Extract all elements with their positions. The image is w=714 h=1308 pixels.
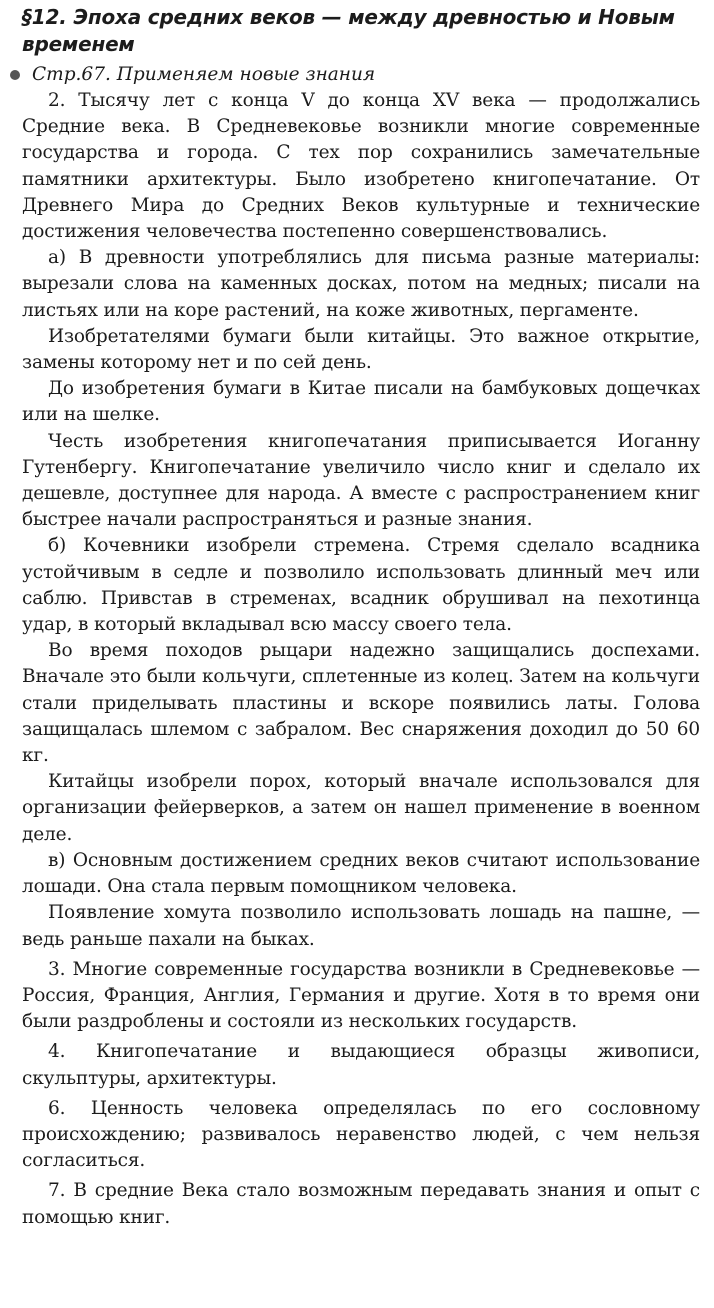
subtitle-text: Стр.67. Применяем новые знания xyxy=(32,64,376,85)
exercise-subtitle xyxy=(10,62,700,88)
answer-paragraph: 3. Многие современные государства возникли в Средневековье — Россия, Франция, Англия, Германия и другие. Хотя в то время они были раздроблены и состояли из нескольких государств. xyxy=(22,958,700,1033)
section-title: §12. Эпоха средних веков — между древностью и Новым временем xyxy=(22,5,675,56)
answer-paragraph: 4. Книгопечатание и выдающиеся образцы живописи, скульптуры, архитектуры. xyxy=(22,1041,700,1089)
answer-paragraph: До изобретения бумаги в Китае писали на бамбуковых дощечках или на шелке. xyxy=(22,378,700,426)
answer-paragraph: а) В древности употреблялись для письма разные материалы: вырезали слова на каменных досках, потом на медных; писали на листьях или на коре растений, на коже животных, пергаменте. xyxy=(22,247,700,321)
answer-paragraph: 6. Ценность человека определялась по его сословному происхождению; развивалось неравенство людей, с чем нельзя согласиться. xyxy=(22,1097,700,1172)
answer-paragraph: б) Кочевники изобрели стремена. Стремя сделало всадника устойчивым в седле и позволило использовать длинный меч или саблю. Привстав в стременах, всадник обрушивал на пехотинца удар, в который вкладывал всю массу своего тела. xyxy=(22,535,700,636)
answer-paragraph: Во время походов рыцари надежно защищались доспехами. Вначале это были кольчуги, сплетенные из колец. Затем на кольчуги стали приделывать пластины и вскоре появились латы. Голова защищалась шлемом с забралом. Вес снаряжения доходил до 50 60 кг. xyxy=(22,640,700,767)
answer-paragraph: 2. Тысячу лет с конца V до конца XV века — продолжались Средние века. В Средневековье возникли многие современные государства и города. С тех пор сохранились замечательные памятники архитектуры. Было изобретено книгопечатание. От Древнего Мира до Средних Веков культурные и технические достижения человечества постепенно совершенствовались. xyxy=(22,90,700,243)
answer-paragraph: Китайцы изобрели порох, который вначале использовался для организации фейерверков, а затем он нашел применение в военном деле. xyxy=(22,771,700,845)
bullet-icon xyxy=(10,70,20,80)
answer-paragraph: 7. В средние Века стало возможным передавать знания и опыт с помощью книг. xyxy=(22,1180,700,1228)
answer-paragraph: Честь изобретения книгопечатания приписывается Иоганну Гутенбергу. Книгопечатание увеличило число книг и сделало их дешевле, доступнее для народа. А вместе с распространением книг быстрее начали распространяться и разные знания. xyxy=(22,430,700,531)
answer-paragraph: Изобретателями бумаги были китайцы. Это важное открытие, замены которому нет и по сей день. xyxy=(22,325,700,374)
answer-paragraph: в) Основным достижением средних веков считают использование лошади. Она стала первым помощником человека. xyxy=(22,849,700,898)
answer-paragraph: Появление хомута позволило использовать лошадь на пашне, — ведь раньше пахали на быках. xyxy=(22,902,700,950)
